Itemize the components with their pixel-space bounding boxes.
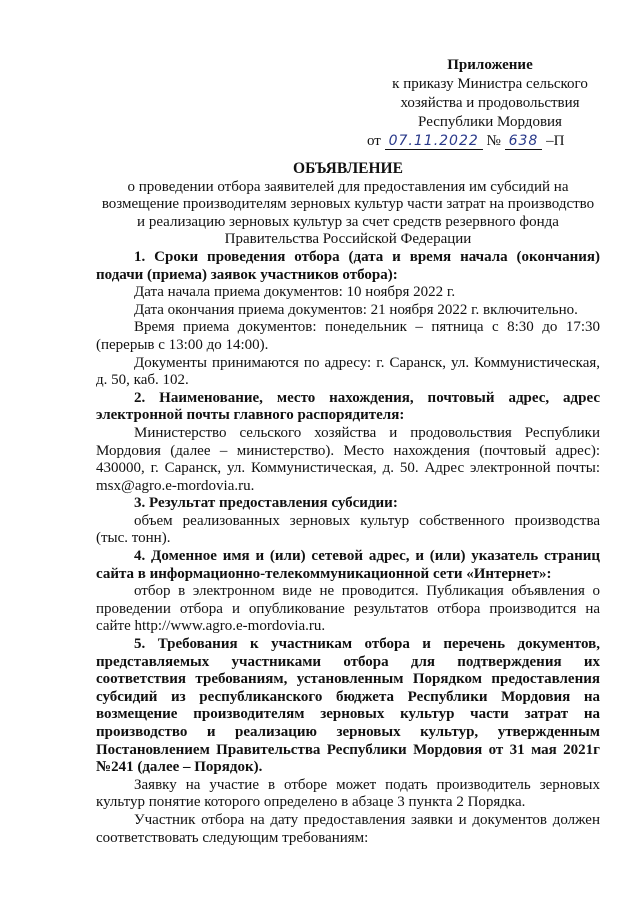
handwritten-date: 07.11.2022 — [385, 133, 483, 150]
paragraph: Документы принимаются по адресу: г. Саранск, ул. Коммунистическая, д. 50, каб. 102. — [96, 354, 600, 389]
appendix-line: к приказу Министра сельского — [392, 76, 588, 92]
paragraph: Участник отбора на дату предоставления заявки и документов должен соответствовать следующим требованиям: — [96, 811, 600, 846]
paragraph: Дата окончания приема документов: 21 ноября 2022 г. включительно. — [134, 301, 578, 318]
section-heading: 3. Результат предоставления субсидии: — [134, 495, 398, 512]
document-subtitle: о проведении отбора заявителей для предоставления им субсидий на возмещение производителям зерновых культур части затрат на производство и реализацию зерновых культур за счет средств резервного фонда Правительства Российской Федерации — [101, 178, 595, 248]
section-heading: 5. Требования к участникам отбора и перечень документов, представляемых участниками отбора для подтверждения их соответствия требованиям, установленным Порядком предоставления субсидий из республиканского бюджета Республики Мордовия на возмещение производителям зерновых культур части затрат на производство и реализацию зерновых культур, утвержденным Постановлением Правительства Республики Мордовия от 31 мая 2021г №241 (далее – Порядок). — [96, 636, 600, 776]
paragraph: Заявку на участие в отборе может подать производитель зерновых культур понятие которого определено в абзаце 3 пункта 2 Порядка. — [96, 776, 600, 811]
paragraph: объем реализованных зерновых культур собственного производства (тыс. тонн). — [96, 512, 600, 547]
appendix-title: Приложение — [447, 57, 533, 73]
section-heading: 4. Доменное имя и (или) сетевой адрес, и (или) указатель страниц сайта в информационно-телекоммуникационной сети «Интернет»: — [96, 548, 600, 582]
paragraph: Дата начала приема документов: 10 ноября 2022 г. — [134, 284, 456, 301]
handwritten-number: 638 — [505, 133, 543, 150]
order-date-number — [355, 132, 625, 151]
paragraph: Министерство сельского хозяйства и продовольствия Республики Мордовия (далее – министерство). Место нахождения (почтовый адрес): 430000, г. Саранск, ул. Коммунистическая, д. 50. Адрес электронной почты: msx@agro.e-mordovia.ru. — [96, 424, 600, 494]
number-prefix: № — [486, 133, 501, 149]
paragraph: Время приема документов: понедельник – пятница с 8:30 до 17:30 (перерыв с 13:00 до 14:00). — [96, 319, 600, 353]
section-heading: 1. Сроки проведения отбора (дата и время начала (окончания) подачи (приема) заявок участников отбора): — [96, 248, 600, 283]
document-body — [96, 160, 600, 847]
section-heading: 2. Наименование, место нахождения, почтовый адрес, адрес электронной почты главного распорядителя: — [96, 389, 600, 424]
appendix-line: Республики Мордовия — [418, 114, 562, 130]
number-suffix: –П — [546, 133, 565, 149]
date-prefix: от — [367, 133, 381, 149]
appendix-line: хозяйства и продовольствия — [400, 95, 580, 111]
paragraph: отбор в электронном виде не проводится. Публикация объявления о проведении отбора и опубликование результатов отбора производится на сайте http://www.agro.e-mordovia.ru. — [96, 583, 600, 635]
document-title: ОБЪЯВЛЕНИЕ — [293, 160, 403, 177]
appendix-block — [355, 56, 625, 151]
